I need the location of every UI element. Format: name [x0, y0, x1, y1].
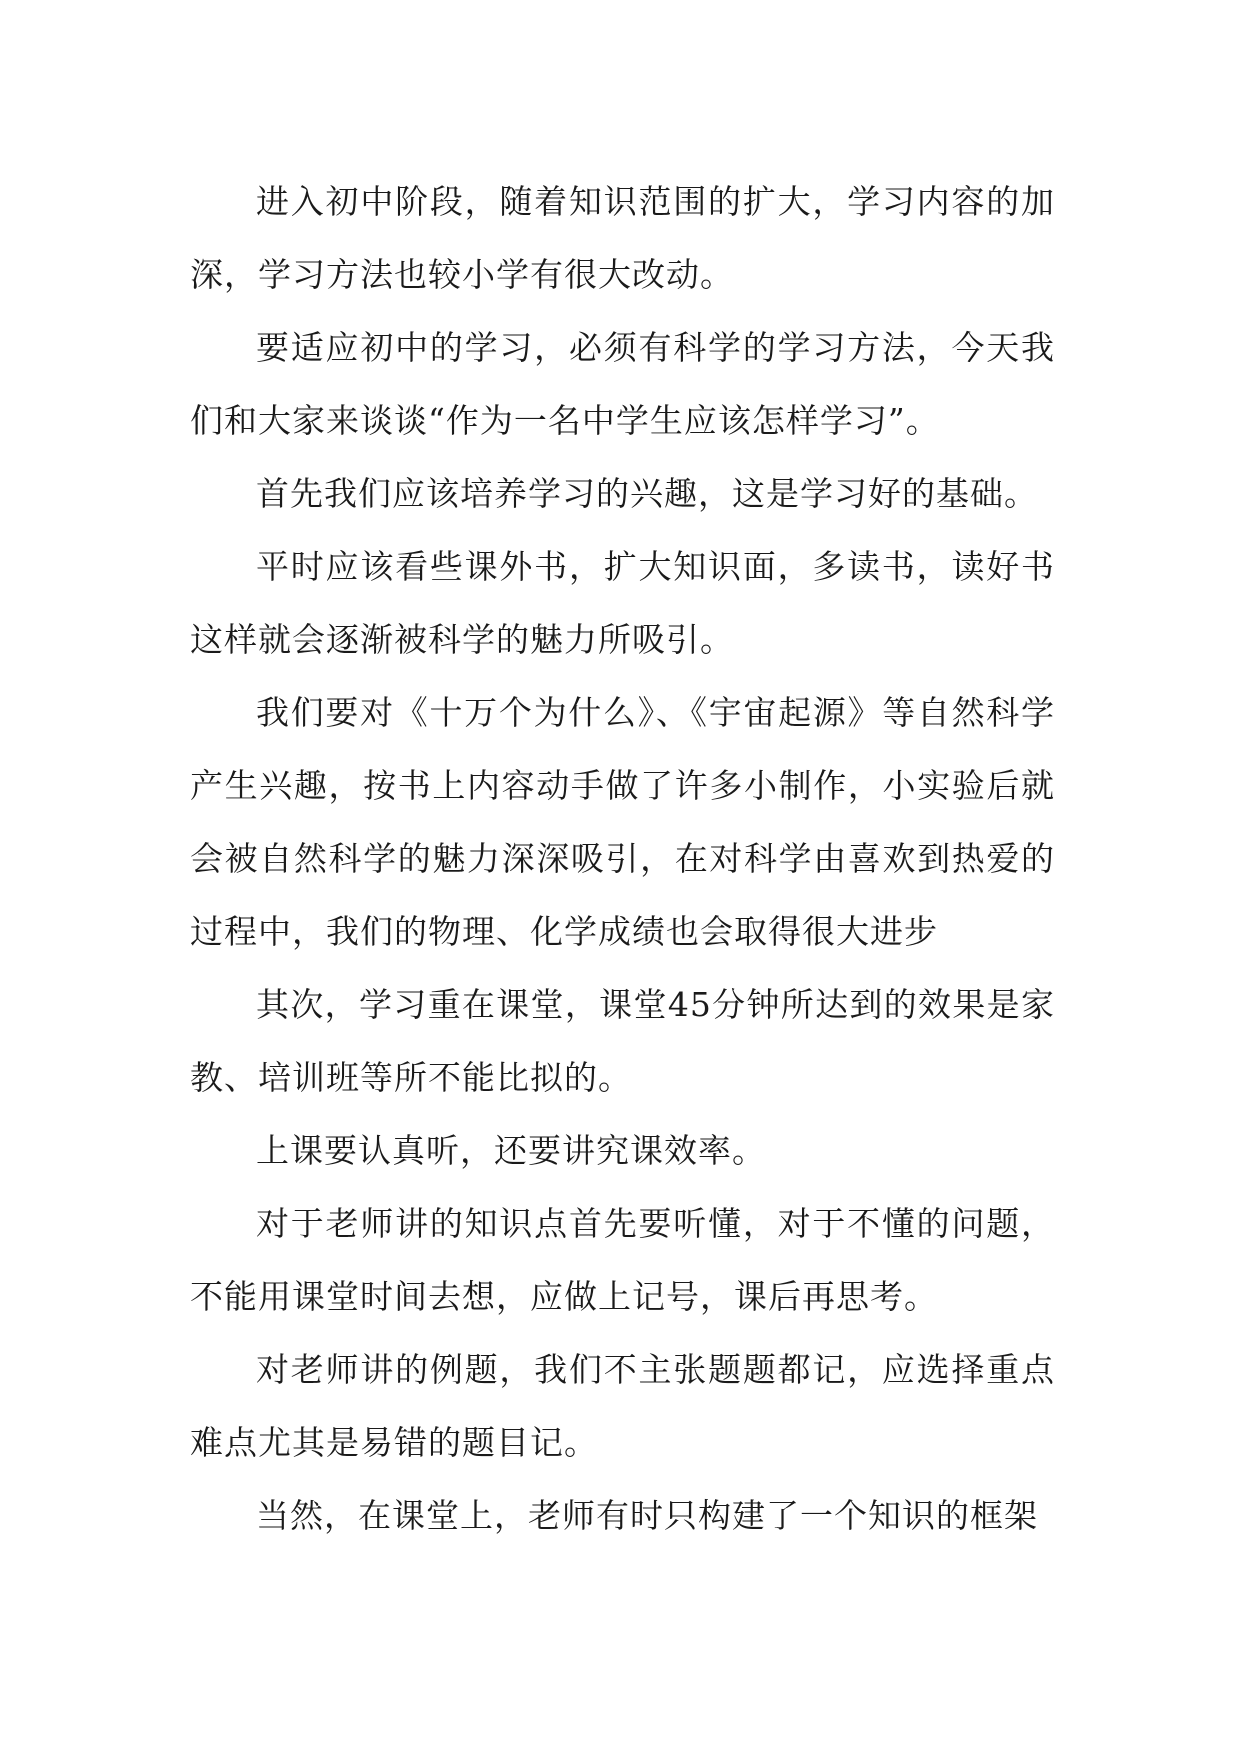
paragraph-2: 要适应初中的学习，必须有科学的学习方法，今天我们和大家来谈谈“作为一名中学生应该怎样学习”。 [190, 328, 1055, 440]
paragraph-6: 其次，学习重在课堂，课堂45分钟所达到的效果是家教、培训班等所不能比拟的。 [190, 985, 1055, 1097]
paragraph-8: 对于老师讲的知识点首先要听懂，对于不懂的问题，不能用课堂时间去想，应做上记号，课后再思考。 [190, 1204, 1055, 1316]
paragraph-1: 进入初中阶段，随着知识范围的扩大，学习内容的加深，学习方法也较小学有很大改动。 [190, 182, 1055, 294]
paragraph-10: 当然，在课堂上，老师有时只构建了一个知识的框架 [256, 1496, 1038, 1535]
paragraph-3: 首先我们应该培养学习的兴趣，这是学习好的基础。 [256, 474, 1038, 513]
paragraph-4: 平时应该看些课外书，扩大知识面，多读书，读好书这样就会逐渐被科学的魅力所吸引。 [190, 547, 1055, 659]
document-body [190, 165, 1055, 1552]
paragraph-7: 上课要认真听，还要讲究课效率。 [256, 1131, 766, 1170]
paragraph-9: 对老师讲的例题，我们不主张题题都记，应选择重点难点尤其是易错的题目记。 [190, 1350, 1055, 1462]
paragraph-5: 我们要对《十万个为什么》、《宇宙起源》等自然科学产生兴趣，按书上内容动手做了许多小制作，小实验后就会被自然科学的魅力深深吸引，在对科学由喜欢到热爱的过程中，我们的物理、化学成绩也会取得很大进步 [190, 693, 1055, 951]
